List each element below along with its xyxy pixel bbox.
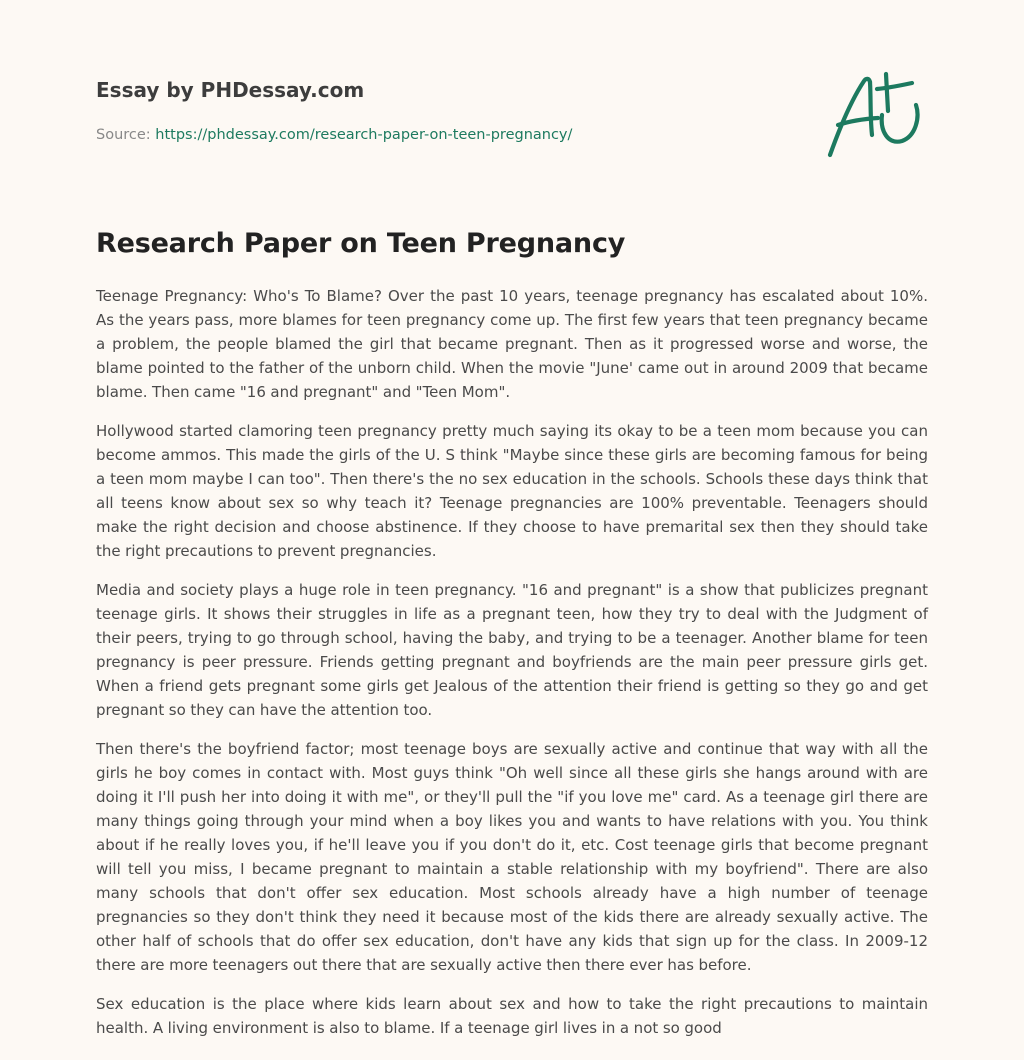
source-link[interactable]: https://phdessay.com/research-paper-on-teen-pregnancy/ [155,127,573,143]
essay-paragraph: Then there's the boyfriend factor; most teenage boys are sexually active and continue that way with all the girls he boy comes in contact with. Most guys think "Oh well since all these girls she hangs around with are doing it I'll push her into doing it with me", or they'll pull the "if you love me" card. As a teenage girl there are many things going through your mind when a boy likes you and wants to have relations with you. You think about if he really loves you, if he'll leave you if you don't do it, etc. Cost teenage girls that become pregnant will tell you miss, I became pregnant to maintain a stable relationship with my boyfriend". There are also many schools that don't offer sex education. Most schools already have a high number of teenage pregnancies so they don't think they need it because most of the kids there are already sexually active. The other half of schools that do offer sex education, don't have any kids that sign up for the class. In 2009-12 there are more teenagers out there that are sexually active then there ever has before. [96,740,928,974]
a-plus-logo-icon [824,69,928,163]
source-label: Source: [96,127,156,143]
essay-paragraph: Hollywood started clamoring teen pregnancy pretty much saying its okay to be a teen mom because you can become ammos. This made the girls of the U. S think "Maybe since these girls are becoming famous for being a teen mom maybe I can too". Then there's the no sex education in the schools. Schools these days think that all teens know about sex so why teach it? Teenage pregnancies are 100% preventable. Teenagers should make the right decision and choose abstinence. If they choose to have premarital sex then they should take the right precautions to prevent pregnancies. [96,422,928,560]
page-header [96,77,928,167]
essay-paragraph: Teenage Pregnancy: Who's To Blame? Over the past 10 years, teenage pregnancy has escalated about 10%. As the years pass, more blames for teen pregnancy come up. The first few years that teen pregnancy became a problem, the people blamed the girl that became pregnant. Then as it progressed worse and worse, the blame pointed to the father of the unborn child. When the movie "June' came out in around 2009 that became blame. Then came "16 and pregnant" and "Teen Mom". [96,287,928,401]
essay-paragraph: Sex education is the place where kids learn about sex and how to take the right precautions to maintain health. A living environment is also to blame. If a teenage girl lives in a not so good [96,995,928,1037]
essay-body [96,284,928,1055]
source-line [96,125,928,145]
essay-title: Research Paper on Teen Pregnancy [96,228,626,259]
site-title: Essay by PHDessay.com [96,78,365,102]
essay-paragraph: Media and society plays a huge role in teen pregnancy. "16 and pregnant" is a show that publicizes pregnant teenage girls. It shows their struggles in life as a pregnant teen, how they try to deal with the Judgment of their peers, trying to go through school, having the baby, and trying to be a teenager. Another blame for teen pregnancy is peer pressure. Friends getting pregnant and boyfriends are the main peer pressure girls get. When a friend gets pregnant some girls get Jealous of the attention their friend is getting so they go and get pregnant so they can have the attention too. [96,581,928,719]
